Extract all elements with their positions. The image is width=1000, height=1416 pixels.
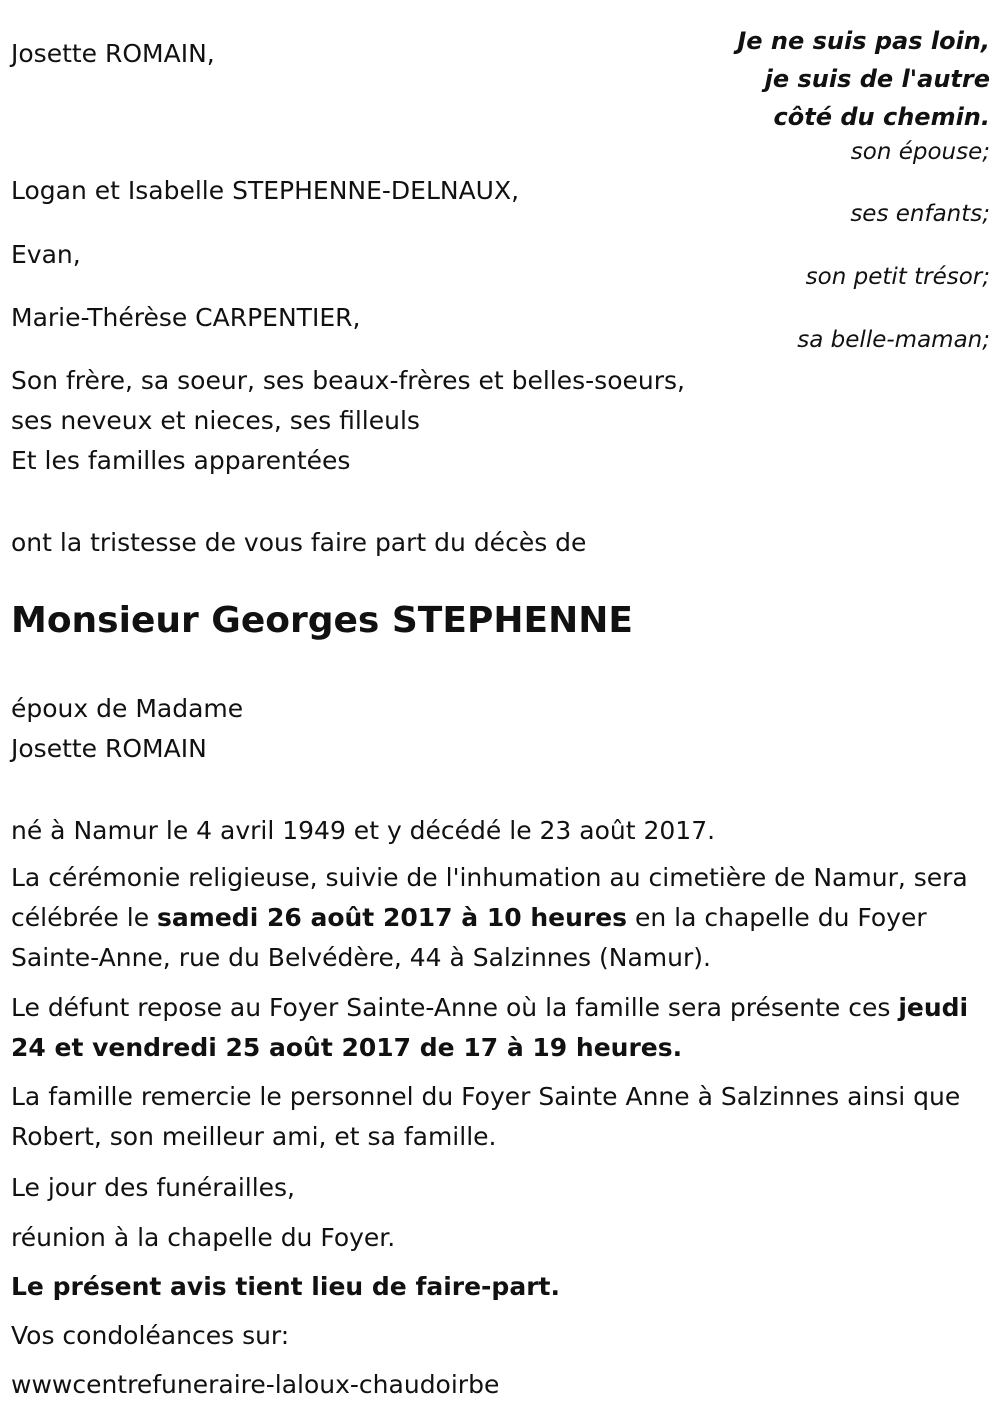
family-role-grandchild: son petit trésor; bbox=[805, 264, 990, 290]
ceremony-text-1: La cérémonie religieuse, suivie de l'inhumation au cimetière de Namur, sera célébrée le bbox=[11, 863, 968, 932]
family-role-mother-in-law: sa belle-maman; bbox=[797, 327, 990, 353]
spouse-info bbox=[11, 689, 243, 769]
family-name-spouse: Josette ROMAIN, bbox=[11, 39, 215, 68]
relatives bbox=[11, 361, 685, 481]
deceased-name: Monsieur Georges STEPHENNE bbox=[11, 600, 633, 641]
relatives-line-2: ses neveux et nieces, ses filleuls bbox=[11, 406, 420, 435]
relatives-line-1: Son frère, sa soeur, ses beaux-frères et belles-soeurs, bbox=[11, 366, 685, 395]
visitation-paragraph bbox=[11, 988, 991, 1068]
funeral-day: Le jour des funérailles, bbox=[11, 1173, 296, 1202]
announcement: ont la tristesse de vous faire part du décès de bbox=[11, 528, 587, 557]
condolences-label: Vos condoléances sur: bbox=[11, 1321, 290, 1350]
spouse-line-1: époux de Madame bbox=[11, 694, 244, 723]
family-name-mother-in-law: Marie-Thérèse CARPENTIER, bbox=[11, 303, 361, 332]
poem-line-2: je suis de l'autre bbox=[764, 65, 990, 93]
family-role-children: ses enfants; bbox=[850, 201, 990, 227]
birth-death: né à Namur le 4 avril 1949 et y décédé le 23 août 2017. bbox=[11, 816, 716, 845]
ceremony-text-2: en la chapelle du Foyer Sainte-Anne, rue du Belvédère, 44 à Salzinnes (Namur). bbox=[11, 903, 927, 972]
relatives-line-3: Et les familles apparentées bbox=[11, 446, 351, 475]
reunion: réunion à la chapelle du Foyer. bbox=[11, 1223, 396, 1252]
thanks-paragraph: La famille remercie le personnel du Foyer Sainte Anne à Salzinnes ainsi que Robert, son meilleur ami, et sa famille. bbox=[11, 1082, 961, 1151]
ceremony-date: samedi 26 août 2017 à 10 heures bbox=[157, 903, 628, 932]
website: wwwcentrefuneraire-laloux-chaudoirbe bbox=[11, 1370, 500, 1399]
ceremony-paragraph bbox=[11, 858, 991, 978]
visitation-dates: jeudi 24 et vendredi 25 août 2017 de 17 à 19 heures. bbox=[11, 993, 969, 1062]
family-role-spouse: son épouse; bbox=[850, 139, 990, 165]
visitation-text: Le défunt repose au Foyer Sainte-Anne où la famille sera présente ces bbox=[11, 993, 899, 1022]
spouse-line-2: Josette ROMAIN bbox=[11, 734, 207, 763]
poem-line-3: côté du chemin. bbox=[773, 103, 990, 131]
notice: Le présent avis tient lieu de faire-part. bbox=[11, 1272, 560, 1301]
family-name-grandchild: Evan, bbox=[11, 240, 81, 269]
poem bbox=[737, 22, 990, 136]
family-name-children: Logan et Isabelle STEPHENNE-DELNAUX, bbox=[11, 176, 520, 205]
poem-line-1: Je ne suis pas loin, bbox=[737, 27, 990, 55]
